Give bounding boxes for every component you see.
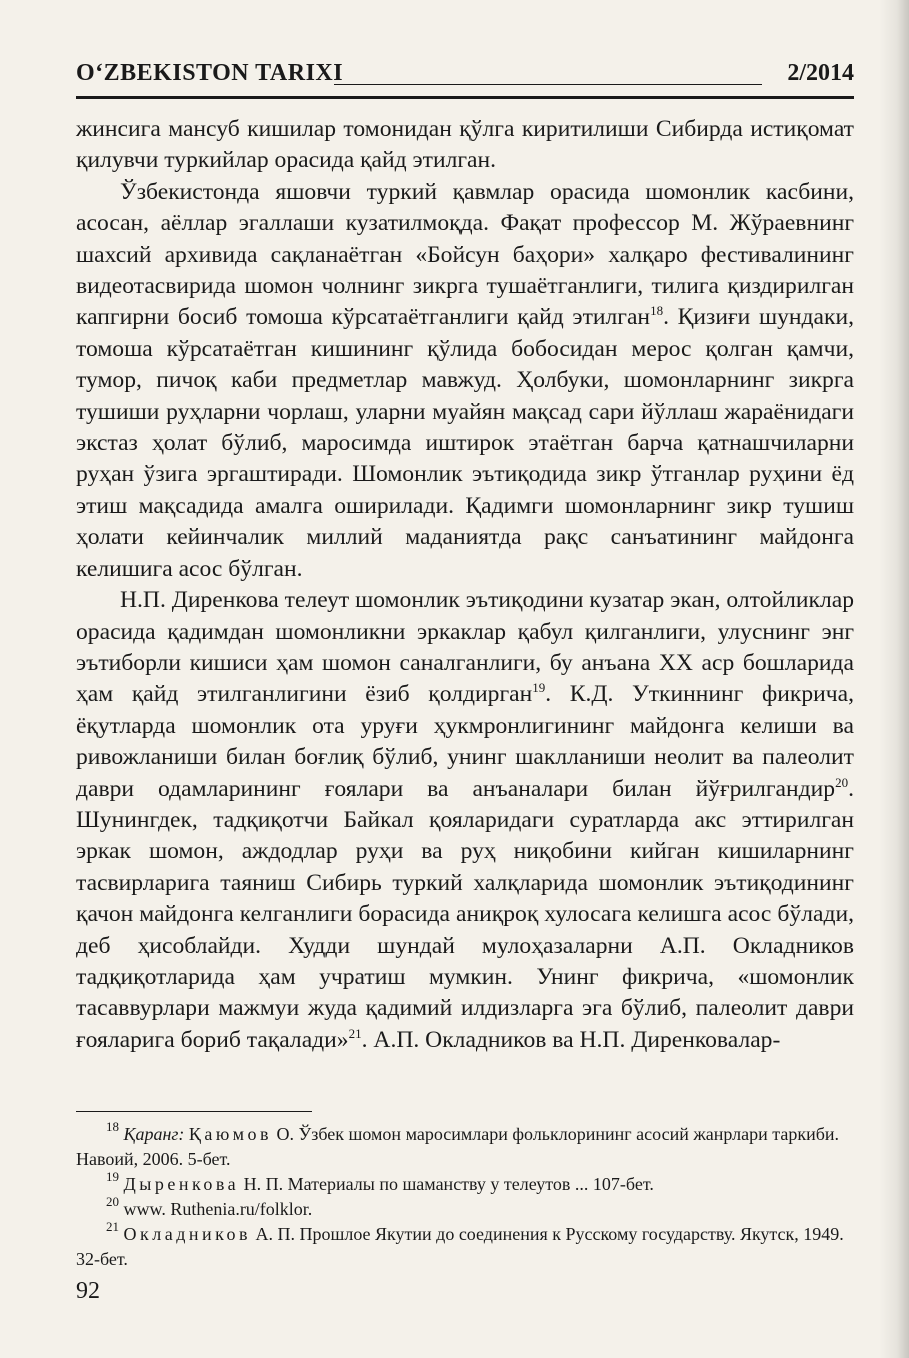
- footnote-ref-21: 21: [348, 1025, 362, 1041]
- paragraph-3: Н.П. Диренкова телеут шомонлик эътиқодини кузатар экан, олтойликлар орасида қадимдан шомонликни эркаклар қабул қилганлиги, улуснинг энг эътиборли кишиси ҳам шомон саналганлиги, бу анъана XX аср бошларида ҳам қайд этилганлигини ёзиб қолдирган$^{19}$. К.Д. Уткиннинг фикрича, ёқутларда шомонлик ота уруғи ҳукмронлигининг майдонга келиши ва ривожланиши билан боғлиқ бўлиб, унинг шаклланиши неолит ва палеолит даври одамларининг ғоялари ва анъаналари билан йўғрилгандир$^{20}$. Шунингдек, тадқиқотчи Байкал қояларидаги суратларда акс эттирилган эркак шомон, аждодлар руҳи ва руҳ ниқобини кийган кишиларнинг тасвирларига таяниш Сибирь туркий халқларида шомонлик эътиқодининг қачон майдонга келганлиги борасида аниқроқ хулосага келишга асос бўлади, деб ҳисоблайди. Худди шундай мулоҳазаларни А.П. Окладников тадқиқотларида ҳам учратиш мумкин. Унинг фикрича, «шомонлик тасаввурлари мажмуи жуда қадимий илдизларга эга бўлиб, палеолит даври ғояларига бориб тақалади»$^{21}$. А.П. Окладников ва Н.П. Диренковалар-: [76, 587, 854, 1053]
- footnotes: [76, 1119, 854, 1272]
- footnote-ref-18: 18: [650, 303, 664, 319]
- paragraph-1: жинсига мансуб кишилар томонидан қўлга киритилиши Сибирда истиқомат қилувчи туркийлар орасида қайд этилган.: [76, 116, 854, 174]
- footnote-rule: [76, 1111, 312, 1112]
- page-edge-shadow: [879, 0, 909, 1358]
- footnote-20: $^{20}$ www. Ruthenia.ru/folklor.: [106, 1194, 313, 1219]
- header-rule: [334, 84, 762, 85]
- footnote-19: $^{19}$ Дыренкова Н. П. Материалы по шаманству у телеутов ... 107-бет.: [106, 1169, 654, 1194]
- footnote-21: $^{21}$ Окладников А. П. Прошлое Якутии до соединения к Русскому государству. Якутск, 1949. 32-бет.: [76, 1219, 844, 1269]
- footnote-ref-20: 20: [835, 774, 849, 790]
- footnote-ref-19: 19: [532, 680, 546, 696]
- running-head: [76, 56, 854, 99]
- journal-title: O‘ZBEKISTON TARIXI: [76, 60, 347, 87]
- paragraph-2: Ўзбекистонда яшовчи туркий қавмлар орасида шомонлик касбини, асосан, аёллар эгаллаши кузатилмоқда. Фақат профессор М. Жўраевнинг шахсий архивида сақланаётган «Бойсун баҳори» халқаро фестивалининг видеотасвирида шомон чолнинг зикрга тушаётганлиги, тилига қиздирилган капгирни босиб томоша кўрсатаётганлиги қайд этилган$^{18}$. Қизиғи шундаки, томоша кўрсатаётган кишининг қўлида бобосидан мерос қолган қамчи, тумор, пичоқ каби предметлар мавжуд. Ҳолбуки, шомонларнинг зикрга тушиши руҳларни чорлаш, уларни муайян мақсад сари йўллаш жараёнидаги экстаз ҳолат бўлиб, маросимда иштирок этаётган барча қатнашчиларни руҳан ўзига эргаштиради. Шомонлик эътиқодида зикр ўтганлар руҳини ёд этиш мақсадида амалга оширилади. Қадимги шомонларнинг зикр тушиш ҳолати кейинчалик миллий маданиятда рақс санъатининг майдонга келишига асос бўлган.: [76, 178, 854, 582]
- footnote-18: $^{18}$ Қаранг: Қаюмов О. Ўзбек шомон маросимлари фольклорининг асосий жанрлари таркиби. Навоий, 2006. 5-бет.: [76, 1119, 839, 1169]
- body-text: [76, 114, 854, 1056]
- page-number: 92: [76, 1278, 100, 1304]
- issue-number: 2/2014: [783, 60, 854, 87]
